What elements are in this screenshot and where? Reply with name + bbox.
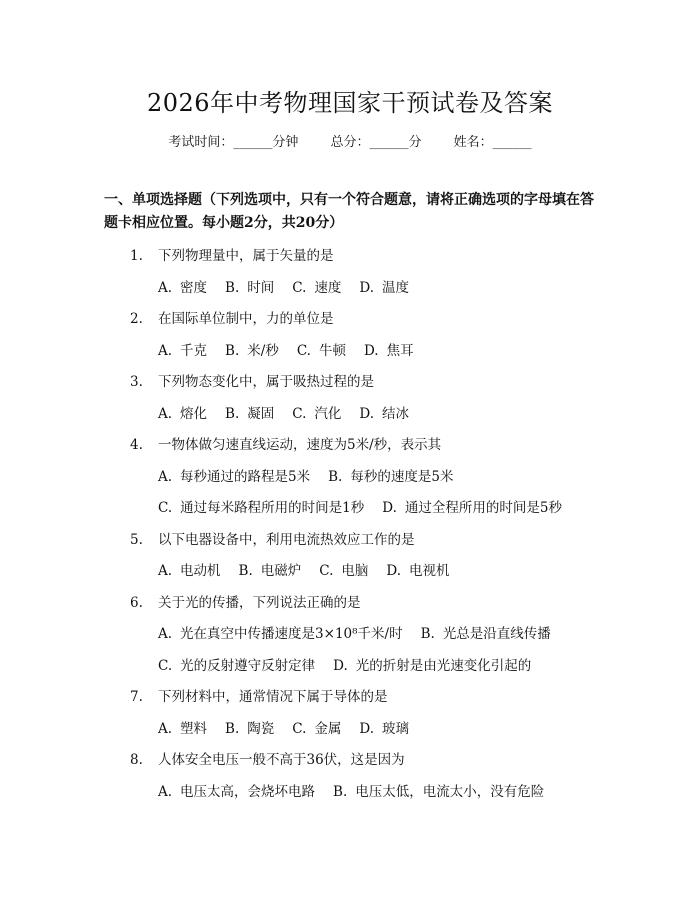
option [158,469,310,485]
option-letter: C. [292,720,307,737]
option-line [158,496,580,516]
question-8 [130,748,405,768]
option [333,784,544,800]
option [421,626,551,642]
option [158,658,315,674]
option-letter: A. [158,342,173,359]
option-letter: D. [359,720,375,737]
option-line [158,276,427,296]
option [359,721,409,737]
option-text: 米/秒 [247,342,279,359]
exam-meta [0,131,700,150]
option-line [158,622,569,642]
option-text: 牛顿 [318,342,346,359]
option-text: 每秒通过的路程是5米 [180,468,311,485]
option [225,343,279,359]
question-text: 下列材料中，通常情况下属于导体的是 [158,689,388,705]
option [292,280,341,296]
option [158,721,207,737]
option-text: 玻璃 [382,720,410,737]
option-line [158,465,471,485]
option-text: 焦耳 [386,342,414,359]
option-line [158,339,432,359]
question-number: 8. [130,752,143,768]
question-6 [130,591,361,611]
option-text: 凝固 [247,405,275,422]
option-letter: A. [158,783,173,800]
question-number: 1. [130,248,143,264]
option-line [158,654,549,674]
question-text: 一物体做匀速直线运动，速度为5米/秒，表示其 [158,437,442,453]
option-letter: A. [158,405,173,422]
option-text: 光的折射是由光速变化引起的 [355,657,532,674]
option-letter: B. [225,405,240,422]
question-text: 下列物理量中，属于矢量的是 [158,248,334,264]
option-line [158,559,468,579]
question-number: 5. [130,531,143,548]
option-letter: A. [158,279,173,296]
option-text: 电压太低，电流太小，没有危险 [355,783,545,800]
option-text: 光总是沿直线传播 [442,626,551,642]
question-text: 人体安全电压一般不高于36伏，这是因为 [158,752,405,768]
option [158,280,207,296]
option-text: 电磁炉 [260,563,302,579]
question-number: 3. [130,374,143,390]
exam-time-field: 考试时间：______分钟 [168,135,299,150]
option-letter: C. [292,279,307,296]
option-letter: C. [292,405,307,422]
option-text: 通过每米路程所用的时间是1秒 [180,500,365,516]
option [297,343,346,359]
question-text: 关于光的传播，下列说法正确的是 [158,594,361,611]
option [359,406,409,422]
option-letter: A. [158,468,173,485]
option [359,280,409,296]
option-letter: C. [296,342,311,359]
question-number: 6. [130,594,143,611]
question-text: 在国际单位制中，力的单位是 [158,311,334,327]
section-heading: 一、单项选择题（下列选项中，只有一个符合题意，请将正确选项的字母填在答题卡相应位置。每小题2分，共20分） [104,192,594,231]
option [319,563,368,579]
option-letter: D. [386,563,402,579]
option-text: 金属 [314,720,342,737]
option-letter: D. [359,405,375,422]
option [364,343,414,359]
question-2 [130,307,334,327]
option-text: 速度 [314,279,342,296]
option-letter: D. [363,342,379,359]
option-letter: C. [158,657,173,674]
option-text: 温度 [382,279,410,296]
option-text: 电压太高，会烧坏电路 [180,783,316,800]
option-letter: D. [382,500,397,516]
question-5 [130,528,415,548]
option-line [158,402,427,422]
option-text: 电脑 [341,563,369,579]
option [328,469,453,485]
option [292,721,341,737]
option-text: 电视机 [409,563,450,579]
question-number: 2. [130,311,143,327]
option [292,406,341,422]
option-letter: B. [328,468,343,485]
option-text: 时间 [247,279,275,296]
option-line [158,780,562,800]
question-4 [130,433,441,453]
option-text: 密度 [180,279,208,296]
option-text: 通过全程所用的时间是5秒 [404,500,562,516]
option-letter: B. [333,783,348,800]
question-text: 以下电器设备中，利用电流热效应工作的是 [158,531,415,548]
option-letter: D. [333,657,348,674]
option-text: 光在真空中传播速度是3×10⁸千米/时 [180,626,403,642]
question-7 [130,685,388,705]
option-letter: B. [238,563,253,579]
option [158,563,221,579]
total-score-field: 总分：______分 [330,135,422,150]
page-title: 2026年中考物理国家干预试卷及答案 [146,89,554,117]
name-field: 姓名：______ [453,135,532,150]
option [158,626,403,642]
option-letter: B. [225,279,240,296]
option [158,784,315,800]
option [239,563,302,579]
option-letter: A. [158,720,173,737]
option [158,406,207,422]
option-text: 每秒的速度是5米 [350,468,454,485]
question-text: 下列物态变化中，属于吸热过程的是 [158,374,374,390]
question-number: 4. [130,437,143,453]
option-letter: B. [225,342,240,359]
option-letter: B. [420,626,435,642]
option-letter: D. [359,279,375,296]
option-line [158,717,427,737]
question-3 [130,370,374,390]
option-letter: A. [158,626,173,642]
option-text: 电动机 [180,563,221,579]
question-number: 7. [130,689,143,705]
option [333,658,531,674]
option [386,563,449,579]
option [225,280,274,296]
option-letter: A. [158,563,173,579]
option [158,500,364,516]
option [382,500,562,516]
option-text: 结冰 [382,405,410,422]
option-text: 光的反射遵守反射定律 [180,657,316,674]
option-letter: C. [319,563,334,579]
option-text: 熔化 [180,405,208,422]
option-letter: C. [158,500,173,516]
option-letter: B. [225,720,240,737]
option [158,343,207,359]
option [225,721,274,737]
option-text: 陶瓷 [247,720,275,737]
question-1 [130,244,334,264]
option-text: 千克 [180,342,208,359]
option [225,406,274,422]
option-text: 塑料 [180,720,208,737]
option-text: 汽化 [314,405,342,422]
